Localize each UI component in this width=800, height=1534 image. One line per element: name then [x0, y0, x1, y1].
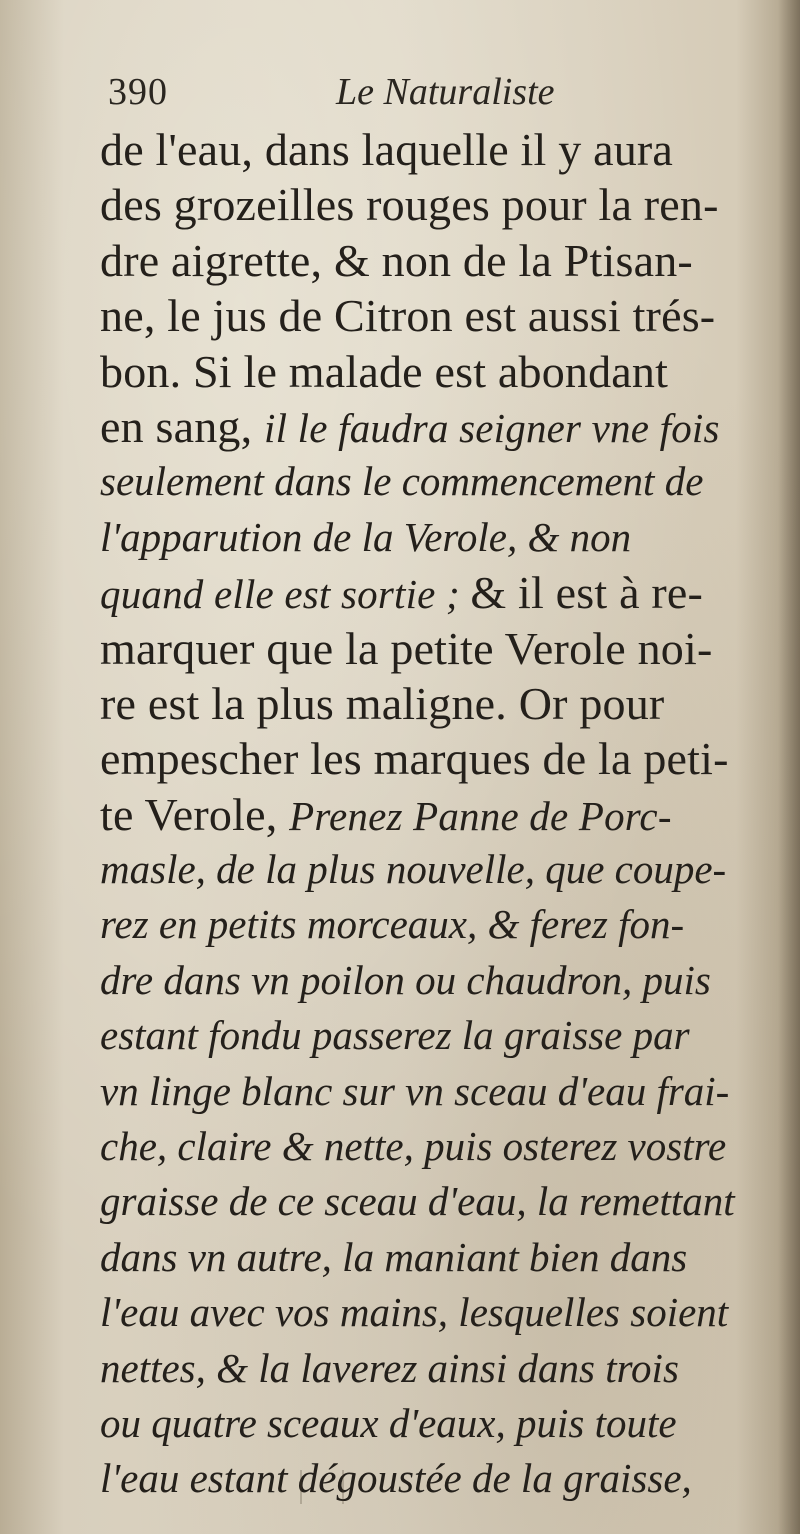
text-line-9 — [100, 565, 790, 620]
text-line-10: marquer que la petite Verole noi- — [100, 622, 713, 674]
text-line-18: vn linge blanc sur vn sceau d'eau frai- — [100, 1067, 730, 1114]
text-line-1: de l'eau, dans laquelle il y aura — [100, 124, 674, 175]
text-line-9-roman: & il est à re- — [470, 567, 704, 619]
text-line-13-italic: Prenez Panne de Porc- — [289, 792, 672, 839]
text-line-14: masle, de la plus nouvelle, que coupe- — [100, 846, 727, 893]
text-line-16: dre dans vn poilon ou chaudron, puis — [100, 956, 711, 1003]
running-head: Le Naturaliste — [336, 71, 555, 113]
text-line-19: che, claire & nette, puis osterez vostre — [100, 1123, 727, 1170]
text-line-17: estant fondu passerez la graisse par — [100, 1012, 690, 1059]
text-line-25: l'eau estant dégoustée de la graisse, — [100, 1455, 692, 1502]
text-line-6-italic: il le faudra seigner vne fois — [264, 404, 720, 451]
text-line-23: nettes, & la laverez ainsi dans trois — [100, 1344, 679, 1391]
text-line-15: rez en petits morceaux, & ferez fon- — [100, 901, 685, 948]
body-text — [100, 122, 790, 1502]
text-line-24: ou quatre sceaux d'eaux, puis toute — [100, 1399, 677, 1446]
text-line-6 — [100, 399, 790, 454]
text-line-6-roman: en sang, — [100, 400, 265, 452]
text-line-22: l'eau avec vos mains, lesquelles soient — [100, 1289, 729, 1336]
text-line-13-roman: te Verole, — [100, 788, 290, 840]
text-line-8: l'apparution de la Verole, & non — [100, 513, 632, 560]
text-line-7: seulement dans le commencement de — [100, 458, 704, 505]
text-line-12: empescher les marques de la peti- — [100, 733, 729, 785]
show-through-mark — [300, 1470, 344, 1504]
text-line-21: dans vn autre, la maniant bien dans — [100, 1233, 688, 1280]
text-line-2: des grozeilles rouges pour la ren- — [100, 179, 719, 231]
page-number: 390 — [108, 71, 168, 113]
page-header — [108, 70, 668, 122]
text-line-3: dre aigrette, & non de la Ptisan- — [100, 234, 693, 286]
text-line-11: re est la plus maligne. Or pour — [100, 677, 665, 729]
text-line-20: graisse de ce sceau d'eau, la remettant — [100, 1178, 735, 1225]
text-line-9-italic: quand elle est sortie ; — [100, 571, 471, 618]
text-line-13 — [100, 787, 790, 842]
text-line-4: ne, le jus de Citron est aussi trés- — [100, 290, 716, 342]
text-line-5: bon. Si le malade est abondant — [100, 345, 669, 397]
